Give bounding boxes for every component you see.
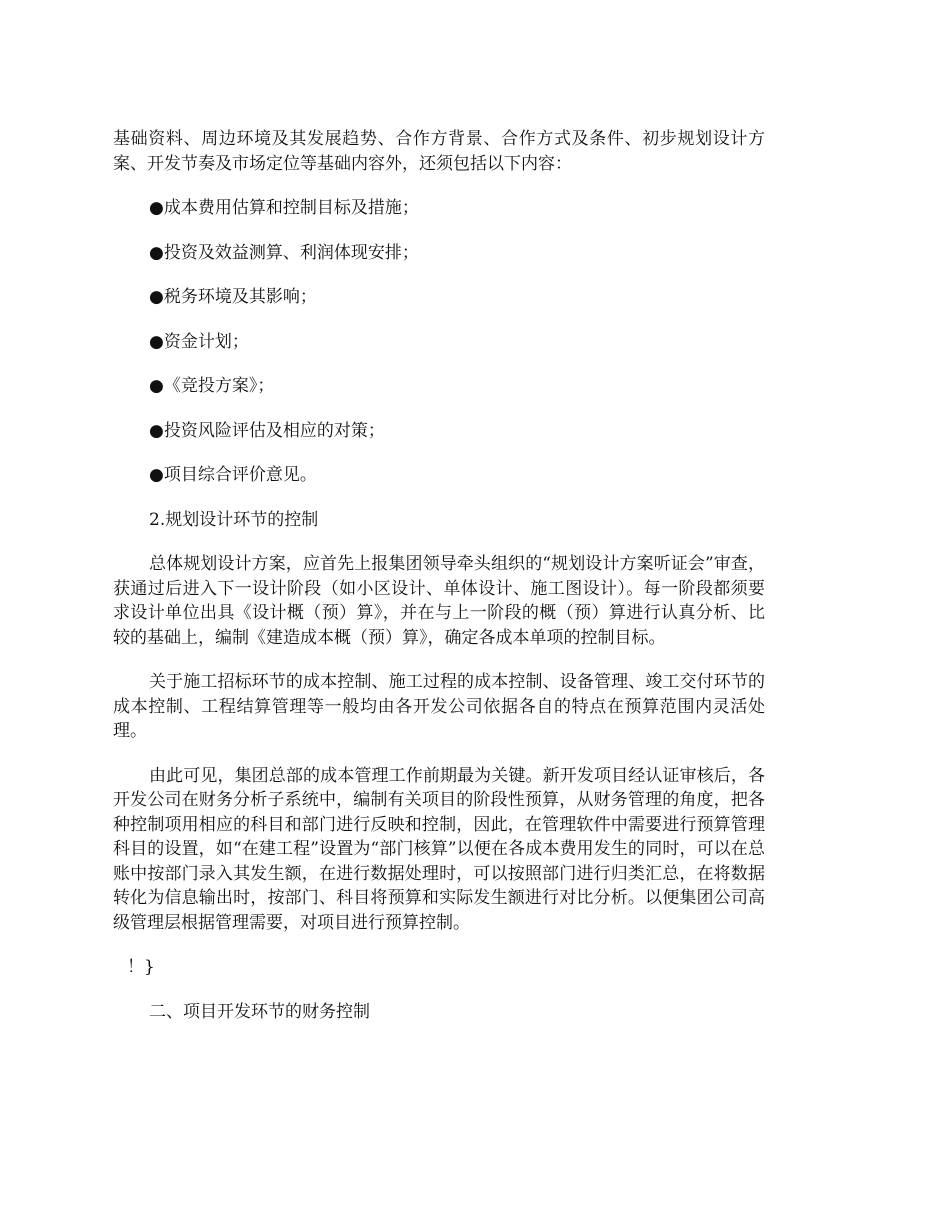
paragraph-construction-control: 关于施工招标环节的成本控制、施工过程的成本控制、设备管理、竣工交付环节的成本控制、工程结算管理等一般均由各开发公司依据各自的特点在预算范围内灵活处理。 <box>113 672 765 741</box>
paragraph-summary: 由此可见，集团总部的成本管理工作前期最为关键。新开发项目经认证审核后，各开发公司在财务分析子系统中，编制有关项目的阶段性预算，从财务管理的角度，把各种控制项用相应的科目和部门进行反映和控制，因此，在管理软件中需要进行预算管理科目的设置，如“在建工程”设置为“部门核算”以便在各成本费用发生的同时，可以在总账中按部门录入其发生额，在进行数据处理时，可以按照部门进行归类汇总，在将数据转化为信息输出时，按部门、科目将预算和实际发生额进行对比分析。以便集团公司高级管理层根据管理需要，对项目进行预算控制。 <box>113 765 765 933</box>
document-body <box>113 127 765 1044</box>
paragraph-planning-design: 总体规划设计方案，应首先上报集团领导牵头组织的“规划设计方案听证会”审查，获通过后进入下一设计阶段（如小区设计、单体设计、施工图设计）。每一阶段都须要求设计单位出具《设计概（预）算》，并在与上一阶段的概（预）算进行认真分析、比较的基础上，编制《建造成本概（预）算》，确定各成本单项的控制目标。 <box>113 554 765 648</box>
bullet-capital-plan: ●资金计划； <box>149 331 249 352</box>
bullet-investment-benefit: ●投资及效益测算、利润体现安排； <box>149 242 419 263</box>
bullet-bidding-plan: ●《竞投方案》； <box>149 376 275 396</box>
stray-marker-text: ！} <box>127 957 155 977</box>
section-heading-planning-design: 2.规划设计环节的控制 <box>149 509 319 530</box>
bullet-tax-environment: ●税务环境及其影响； <box>149 287 317 307</box>
bullet-project-evaluation: ●项目综合评价意见。 <box>149 465 317 485</box>
bullet-cost-estimate: ●成本费用估算和控制目标及措施； <box>149 198 419 218</box>
section-heading-financial-control: 二、项目开发环节的财务控制 <box>149 1001 370 1022</box>
bullet-investment-risk: ●投资风险评估及相应的对策； <box>149 420 385 441</box>
intro-paragraph: 基础资料、周边环境及其发展趋势、合作方背景、合作方式及条件、初步规划设计方案、开发节奏及市场定位等基础内容外，还须包括以下内容： <box>113 129 765 174</box>
